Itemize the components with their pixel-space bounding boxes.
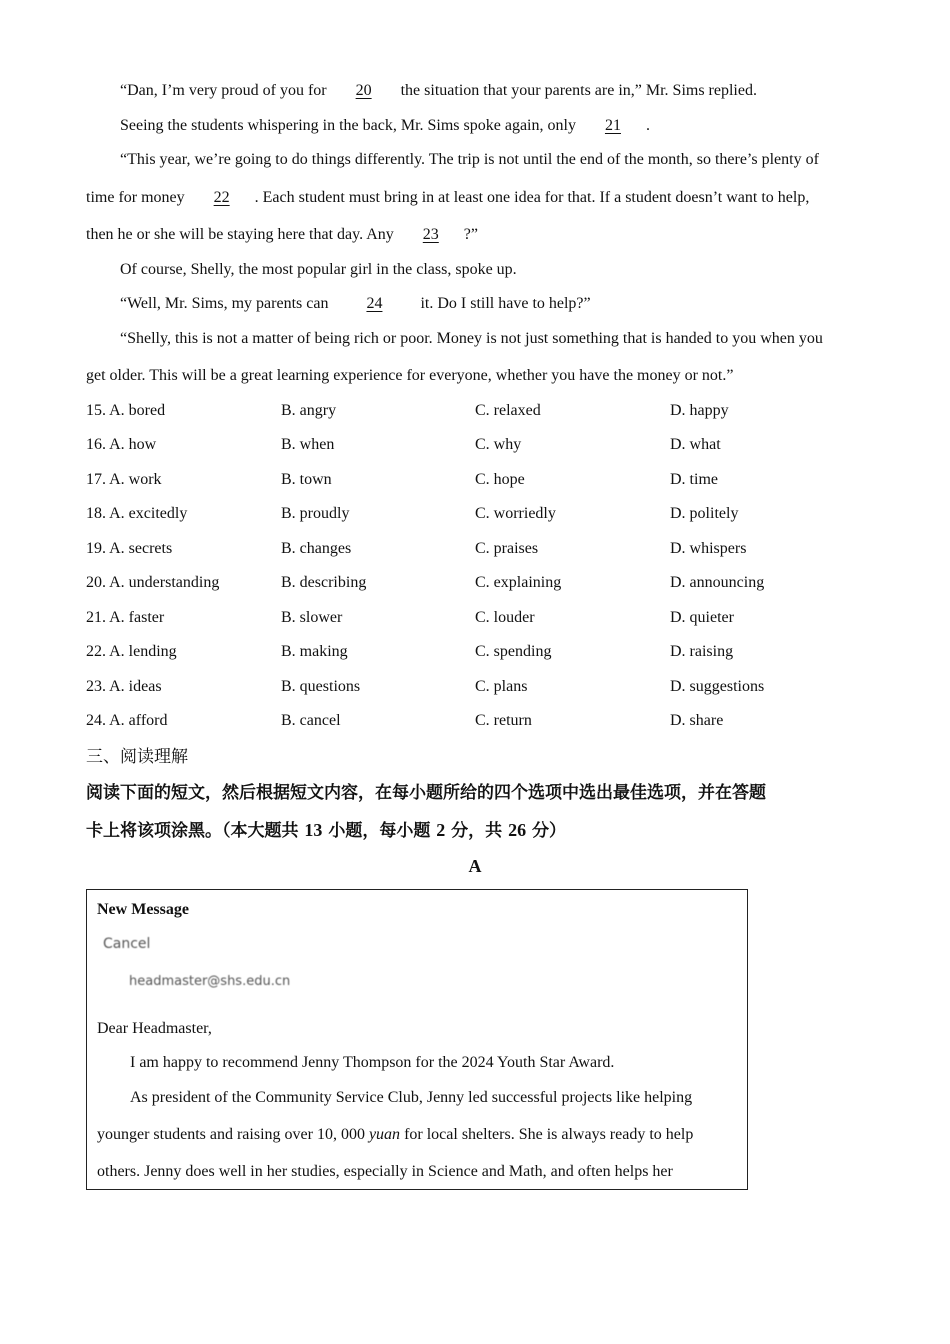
question-21	[86, 608, 866, 628]
section-title: 三、阅读理解	[86, 747, 188, 767]
passage-paragraph-5	[120, 294, 892, 314]
option-a: 19. A. secrets	[86, 540, 173, 557]
passage-paragraph-2	[120, 116, 892, 136]
option-c: C. relaxed	[475, 402, 541, 419]
passage-paragraph-3-line-2	[86, 188, 858, 208]
blank-20: 20	[355, 82, 372, 99]
question-18	[86, 504, 866, 524]
question-16	[86, 435, 866, 455]
text: 卡上将该项涂黑。（本大题共	[86, 821, 305, 841]
message-box	[86, 889, 748, 1190]
option-a: 18. A. excitedly	[86, 505, 188, 522]
text: Seeing the students whispering in the back, Mr. Sims spoke again, only	[120, 117, 580, 134]
option-c: C. explaining	[475, 574, 562, 591]
blank-23: 23	[422, 226, 439, 243]
text: time for money	[86, 189, 189, 206]
message-paragraph-2-line-2	[97, 1125, 693, 1145]
option-b: B. changes	[281, 540, 352, 557]
passage-paragraph-4: Of course, Shelly, the most popular girl in the class, spoke up.	[120, 261, 517, 278]
option-c: C. hope	[475, 471, 525, 488]
option-b: B. proudly	[281, 505, 350, 522]
text: younger students and raising over 10, 000	[97, 1126, 369, 1143]
cancel-button[interactable]: Cancel	[103, 936, 151, 952]
option-c: C. worriedly	[475, 505, 556, 522]
option-a: 23. A. ideas	[86, 678, 162, 695]
option-b: B. angry	[281, 402, 337, 419]
blank-24: 24	[366, 295, 383, 312]
option-a: 17. A. work	[86, 471, 162, 488]
option-b: B. making	[281, 643, 348, 660]
text: it. Do I still have to help?”	[416, 295, 591, 312]
option-a: 22. A. lending	[86, 643, 177, 660]
text: . Each student must bring in at least one idea for that. If a student doesn’t want to help,	[254, 189, 810, 206]
passage-paragraph-1	[120, 81, 892, 101]
option-b: B. describing	[281, 574, 367, 591]
option-d: D. announcing	[670, 574, 765, 591]
option-c: C. why	[475, 436, 522, 453]
question-15	[86, 401, 866, 421]
option-c: C. plans	[475, 678, 528, 695]
part-label: A	[468, 856, 482, 876]
points-each: 2	[436, 820, 446, 840]
option-b: B. cancel	[281, 712, 341, 729]
option-d: D. whispers	[670, 540, 747, 557]
blank-21: 21	[604, 117, 621, 134]
message-paragraph-2-line-1: As president of the Community Service Club, Jenny led successful projects like helping	[130, 1089, 693, 1106]
question-20	[86, 573, 866, 593]
option-d: D. politely	[670, 505, 739, 522]
text: ?”	[463, 226, 478, 243]
option-c: C. praises	[475, 540, 539, 557]
text: “Well, Mr. Sims, my parents can	[120, 295, 333, 312]
option-b: B. when	[281, 436, 335, 453]
option-c: C. louder	[475, 609, 535, 626]
option-d: D. happy	[670, 402, 729, 419]
passage-paragraph-3-line-1: “This year, we’re going to do things differently. The trip is not until the end of the month, so there’s plenty of	[120, 151, 819, 168]
option-c: C. return	[475, 712, 532, 729]
text: .	[645, 117, 650, 134]
blank-22: 22	[213, 189, 230, 206]
points-total: 26	[508, 820, 527, 840]
text: for local shelters. She is always ready to help	[400, 1126, 694, 1143]
option-d: D. what	[670, 436, 721, 453]
text: the situation that your parents are in,” Mr. Sims replied.	[396, 82, 757, 99]
text: then he or she will be staying here that day. Any	[86, 226, 398, 243]
section-instruction-line-1: 阅读下面的短文，然后根据短文内容，在每小题所给的四个选项中选出最佳选项，并在答题	[86, 783, 766, 803]
recipient-field[interactable]: headmaster@shs.edu.cn	[129, 974, 291, 989]
option-a: 24. A. afford	[86, 712, 168, 729]
text: 分）	[526, 821, 567, 841]
option-d: D. share	[670, 712, 724, 729]
question-22	[86, 642, 866, 662]
message-paragraph-2-line-3: others. Jenny does well in her studies, especially in Science and Math, and often helps her	[97, 1163, 673, 1180]
option-b: B. questions	[281, 678, 361, 695]
option-a: 20. A. understanding	[86, 574, 220, 591]
option-a: 15. A. bored	[86, 402, 166, 419]
option-b: B. slower	[281, 609, 343, 626]
passage-paragraph-6-line-1: “Shelly, this is not a matter of being rich or poor. Money is not just something that is handed to you when you	[120, 330, 823, 347]
question-19	[86, 539, 866, 559]
text: 分，共	[445, 821, 509, 841]
passage-paragraph-3-line-3	[86, 225, 858, 245]
message-paragraph-1: I am happy to recommend Jenny Thompson for the 2024 Youth Star Award.	[130, 1054, 615, 1071]
option-b: B. town	[281, 471, 332, 488]
option-d: D. raising	[670, 643, 734, 660]
text: 小题，每小题	[322, 821, 437, 841]
option-a: 21. A. faster	[86, 609, 165, 626]
option-a: 16. A. how	[86, 436, 157, 453]
currency-word: yuan	[368, 1126, 401, 1143]
message-greeting: Dear Headmaster,	[97, 1020, 212, 1037]
option-d: D. time	[670, 471, 718, 488]
text: “Dan, I’m very proud of you for	[120, 82, 331, 99]
question-17	[86, 470, 866, 490]
item-count: 13	[304, 820, 323, 840]
question-24	[86, 711, 866, 731]
option-c: C. spending	[475, 643, 552, 660]
section-instruction-line-2	[86, 819, 566, 842]
passage-paragraph-6-line-2: get older. This will be a great learning experience for everyone, whether you have the money or not.”	[86, 367, 734, 384]
option-d: D. quieter	[670, 609, 734, 626]
message-header: New Message	[97, 901, 189, 918]
option-d: D. suggestions	[670, 678, 765, 695]
question-23	[86, 677, 866, 697]
